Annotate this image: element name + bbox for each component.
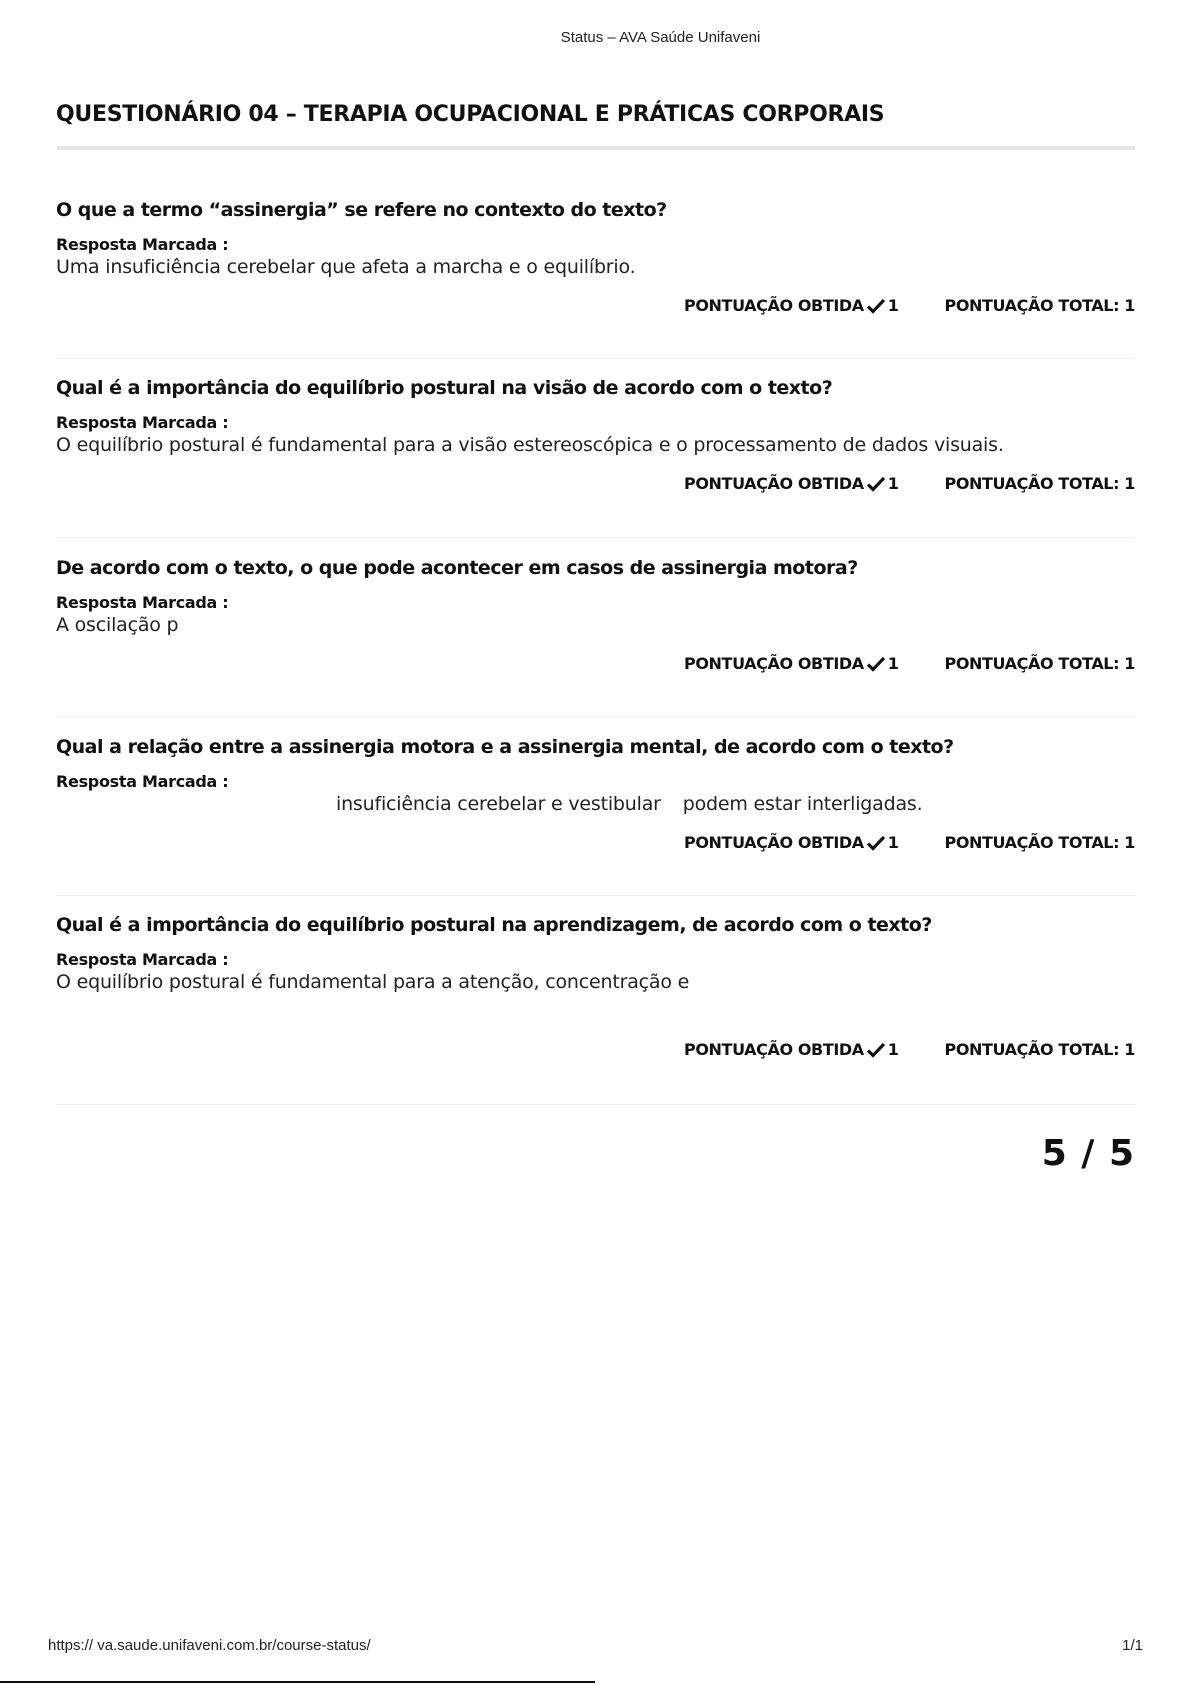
page-title: QUESTIONÁRIO 04 – TERAPIA OCUPACIONAL E PRÁTICAS CORPORAIS	[56, 102, 885, 127]
score-obtained-value: 1	[887, 833, 899, 852]
answer-text: O equilíbrio postural é fundamental para a visão estereoscópica e o processamento de dados visuais.	[56, 434, 1004, 456]
answer-text-part: insuficiência cerebelar e vestibular	[336, 793, 661, 815]
check-icon	[867, 656, 885, 672]
answer-label: Resposta Marcada :	[56, 413, 229, 432]
score-total-label: PONTUAÇÃO TOTAL:	[944, 474, 1120, 493]
score-obtained-value: 1	[887, 296, 899, 315]
answer-text	[56, 793, 1135, 815]
score-obtained-label: PONTUAÇÃO OBTIDA	[684, 1040, 864, 1059]
final-score: 5 / 5	[1041, 1133, 1135, 1174]
score-obtained	[684, 296, 898, 315]
question-divider	[56, 1104, 1135, 1105]
question-divider	[56, 716, 1135, 717]
page-bottom-edge	[0, 1681, 595, 1683]
score-obtained	[684, 1040, 898, 1059]
score-obtained	[684, 474, 898, 493]
title-divider	[57, 146, 1135, 150]
check-icon	[867, 835, 885, 851]
question-text: De acordo com o texto, o que pode acontecer em casos de assinergia motora?	[56, 557, 858, 579]
score-obtained-value: 1	[887, 474, 899, 493]
score-total-value: 1	[1124, 1040, 1135, 1059]
score-total-label: PONTUAÇÃO TOTAL:	[944, 654, 1120, 673]
score-row	[56, 296, 1135, 315]
score-row	[56, 654, 1135, 673]
question-text: Qual é a importância do equilíbrio postural na aprendizagem, de acordo com o texto?	[56, 914, 932, 936]
score-obtained-value: 1	[887, 1040, 899, 1059]
footer-url: https:// va.saude.unifaveni.com.br/course-status/	[48, 1637, 371, 1654]
question-divider	[56, 358, 1135, 359]
score-obtained	[684, 833, 898, 852]
question-divider	[56, 537, 1135, 538]
check-icon	[867, 476, 885, 492]
question-block	[56, 199, 1135, 315]
question-text: Qual é a importância do equilíbrio postural na visão de acordo com o texto?	[56, 377, 833, 399]
print-header: Status – AVA Saúde Unifaveni	[560, 29, 761, 46]
question-text: O que a termo “assinergia” se refere no contexto do texto?	[56, 199, 667, 221]
score-row	[56, 1040, 1135, 1059]
score-obtained-label: PONTUAÇÃO OBTIDA	[684, 654, 864, 673]
answer-text: Uma insuficiência cerebelar que afeta a marcha e o equilíbrio.	[56, 256, 636, 278]
score-total-label: PONTUAÇÃO TOTAL:	[944, 296, 1120, 315]
question-block	[56, 377, 1135, 493]
score-obtained-label: PONTUAÇÃO OBTIDA	[684, 833, 864, 852]
score-obtained-value: 1	[887, 654, 899, 673]
score-total-value: 1	[1124, 474, 1135, 493]
answer-text-part: podem estar interligadas.	[682, 793, 923, 815]
score-total-value: 1	[1124, 833, 1135, 852]
score-obtained-label: PONTUAÇÃO OBTIDA	[684, 296, 864, 315]
score-obtained	[684, 654, 898, 673]
answer-label: Resposta Marcada :	[56, 593, 229, 612]
score-row	[56, 474, 1135, 493]
check-icon	[867, 298, 885, 314]
answer-label: Resposta Marcada :	[56, 950, 229, 969]
question-text: Qual a relação entre a assinergia motora e a assinergia mental, de acordo com o texto?	[56, 736, 954, 758]
score-obtained-label: PONTUAÇÃO OBTIDA	[684, 474, 864, 493]
score-total-value: 1	[1124, 296, 1135, 315]
footer-page-number: 1/1	[1122, 1637, 1143, 1654]
answer-text: O equilíbrio postural é fundamental para a atenção, concentração e	[56, 971, 690, 993]
question-divider	[56, 895, 1135, 896]
score-row	[56, 833, 1135, 852]
answer-label: Resposta Marcada :	[56, 235, 229, 254]
question-block	[56, 914, 1135, 1059]
answer-label: Resposta Marcada :	[56, 772, 229, 791]
answer-text: A oscilação p	[56, 614, 179, 636]
score-total-label: PONTUAÇÃO TOTAL:	[944, 1040, 1120, 1059]
score-total-label: PONTUAÇÃO TOTAL:	[944, 833, 1120, 852]
score-total-value: 1	[1124, 654, 1135, 673]
check-icon	[867, 1042, 885, 1058]
question-block	[56, 736, 1135, 852]
question-block	[56, 557, 1135, 673]
